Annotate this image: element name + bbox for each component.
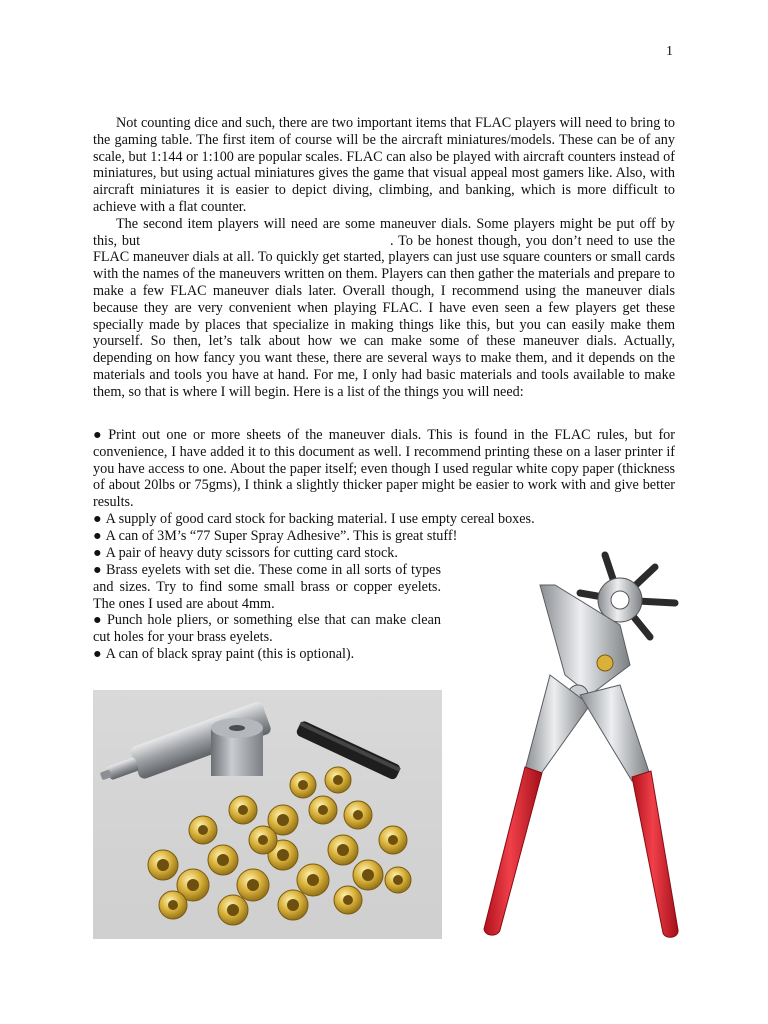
materials-list [93, 427, 675, 561]
punch-pliers-photo [470, 545, 700, 945]
paragraph-1: Not counting dice and such, there are two important items that FLAC players will need to bring to the gaming table. The first item of course will be the aircraft miniatures/models. These can be of any scale, but 1:144 or 1:100 are popular scales. FLAC can also be played with aircraft counters instead of miniatures, but using actual miniatures gives the game that visual appeal most gamers like. Also, with aircraft miniatures it is easier to depict diving, climbing, and banking, which is more difficult to achieve with a flat counter. [93, 115, 675, 215]
bullet-icon: ● [93, 510, 102, 527]
bullet-icon: ● [93, 427, 105, 443]
list-item: ● Print out one or more sheets of the maneuver dials. This is found in the FLAC rules, but for convenience, I have added it to this document as well. I recommend printing these on a laser printer if you have access to one. About the paper itself; even though I used regular white copy paper (thickness of about 20lbs or 75gms), I think a slightly thicker paper might be easier to work with and give better results. [93, 427, 676, 511]
materials-list-continued [93, 562, 441, 663]
bullet-icon: ● [93, 645, 102, 662]
page-number: 1 [666, 44, 673, 59]
bullet-icon: ● [93, 527, 102, 544]
list-item: ● A can of 3M’s “77 Super Spray Adhesive”. This is great stuff! [93, 527, 458, 544]
paragraph-2 [93, 216, 675, 401]
eyelet-pile [148, 767, 411, 925]
paragraph-2-start: The second item players will need are some maneuver dials. Some players might be put off by this, but [93, 215, 675, 249]
list-item: ● A pair of heavy duty scissors for cutting card stock. [93, 544, 398, 561]
list-item: ● A can of black spray paint (this is optional). [93, 645, 355, 662]
paragraph-2-end: . To be honest though, you don’t need to use the FLAC maneuver dials at all. To quickly get started, players can just use square counters or small cards with the names of the maneuvers written on them. Players can then gather the materials and prepare to make a few FLAC maneuver dials later. Overall though, I recommend using the maneuver dials because they are very convenient when playing FLAC. I have even seen a few players get these specially made by places that specialize in making things like this, but you can easily make them yourself. So then, let’s talk about how we can make some of these maneuver dials. Actually, depending on how fancy you want these, there are several ways to make them, and it depends on the materials and tools you have at hand. For me, I only had basic materials and tools available to make them, so that is where I will begin. Here is a list of the things you will need: [93, 232, 675, 400]
body-text [93, 115, 675, 407]
list-item: ● Brass eyelets with set die. These come in all sorts of types and sizes. Try to find some small brass or copper eyelets. The ones I used are about 4mm. [93, 562, 441, 612]
brass-eyelets-photo [93, 690, 442, 939]
bullet-icon: ● [93, 544, 102, 561]
list-item: ● Punch hole pliers, or something else that can make clean cut holes for your brass eyelets. [93, 612, 441, 646]
bullet-icon: ● [93, 562, 103, 578]
list-item: ● A supply of good card stock for backing material. I use empty cereal boxes. [93, 510, 535, 527]
bullet-icon: ● [93, 612, 103, 629]
